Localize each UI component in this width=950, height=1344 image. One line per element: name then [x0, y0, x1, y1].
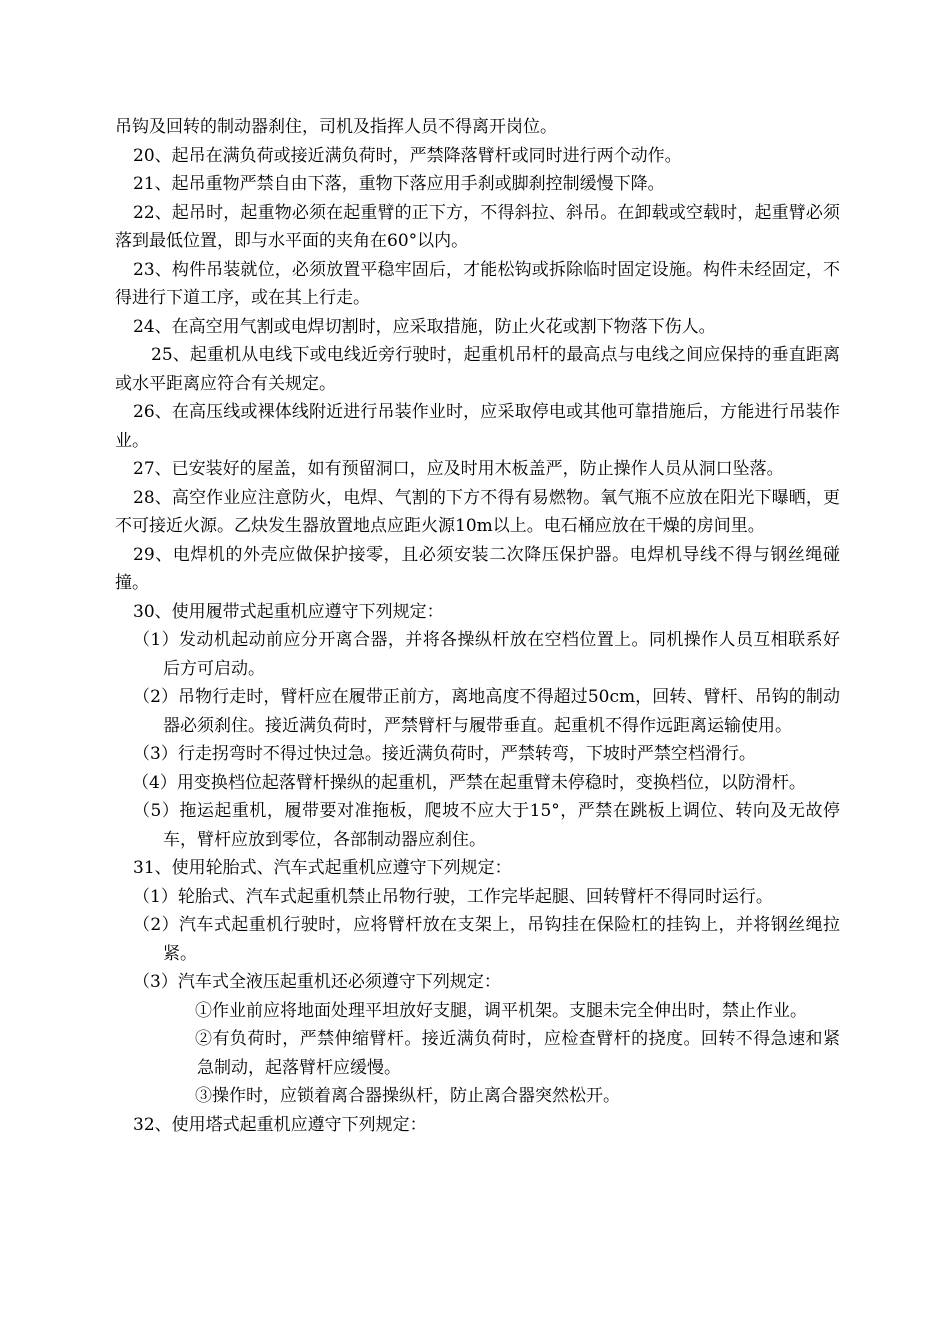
item-31-3-c: ③操作时，应锁着离合器操纵杆，防止离合器突然松开。: [195, 1086, 620, 1106]
paragraph-continued: 吊钩及回转的制动器刹住，司机及指挥人员不得离开岗位。: [115, 117, 557, 137]
paragraph-22: 22、起吊时，起重物必须在起重臂的正下方，不得斜拉、斜吊。在卸载或空载时，起重臂必须落到最低位置，即与水平面的夹角在60°以内。: [115, 202, 840, 251]
paragraph-32: 32、使用塔式起重机应遵守下列规定：: [133, 1114, 427, 1135]
paragraph-25: 25、起重机从电线下或电线近旁行驶时，起重机吊杆的最高点与电线之间应保持的垂直距离或水平距离应符合有关规定。: [115, 345, 840, 394]
paragraph-30: 30、使用履带式起重机应遵守下列规定：: [133, 601, 444, 622]
item-31-3-b: ②有负荷时，严禁伸缩臂杆。接近满负荷时，应检查臂杆的挠度。回转不得急速和紧急制动，起落臂杆应缓慢。: [195, 1029, 840, 1078]
item-30-3: （3）行走拐弯时不得过快过急。接近满负荷时，严禁转弯，下坡时严禁空档滑行。: [133, 744, 756, 764]
paragraph-24: 24、在高空用气割或电焊切割时，应采取措施，防止火花或割下物落下伤人。: [133, 316, 716, 337]
item-30-4: （4）用变换档位起落臂杆操纵的起重机，严禁在起重臂未停稳时，变换档位，以防滑杆。: [132, 772, 806, 793]
paragraph-29: 29、电焊机的外壳应做保护接零，且必须安装二次降压保护器。电焊机导线不得与钢丝绳碰撞。: [115, 544, 840, 593]
paragraph-31: 31、使用轮胎式、汽车式起重机应遵守下列规定：: [133, 858, 512, 878]
paragraph-28: 28、高空作业应注意防火，电焊、气割的下方不得有易燃物。氧气瓶不应放在阳光下曝晒，更不可接近火源。乙炔发生器放置地点应距火源10m以上。电石桶应放在干燥的房间里。: [115, 487, 840, 536]
item-31-3-a: ①作业前应将地面处理平坦放好支腿，调平机架。支腿未完全伸出时，禁止作业。: [195, 1000, 807, 1021]
item-31-1: （1）轮胎式、汽车式起重机禁止吊物行驶，工作完毕起腿、回转臂杆不得同时运行。: [133, 886, 773, 907]
paragraph-26: 26、在高压线或裸体线附近进行吊装作业时，应采取停电或其他可靠措施后，方能进行吊装作业。: [115, 402, 840, 451]
document-body: [115, 113, 840, 1139]
item-30-2: （2）吊物行走时，臂杆应在履带正前方，离地高度不得超过50cm，回转、臂杆、吊钩的制动器必须刹住。接近满负荷时，严禁臂杆与履带垂直。起重机不得作远距离运输使用。: [133, 687, 840, 736]
paragraph-23: 23、构件吊装就位，必须放置平稳牢固后，才能松钩或拆除临时固定设施。构件未经固定，不得进行下道工序，或在其上行走。: [115, 259, 840, 308]
paragraph-27: 27、已安装好的屋盖，如有预留洞口，应及时用木板盖严，防止操作人员从洞口坠落。: [133, 459, 784, 479]
paragraph-20: 20、起吊在满负荷或接近满负荷时，严禁降落臂杆或同时进行两个动作。: [133, 145, 682, 166]
item-30-1: （1）发动机起动前应分开离合器，并将各操纵杆放在空档位置上。同机操作人员互相联系好后方可启动。: [133, 630, 840, 679]
paragraph-21: 21、起吊重物严禁自由下落，重物下落应用手刹或脚刹控制缓慢下降。: [133, 174, 665, 194]
item-31-3: （3）汽车式全液压起重机还必须遵守下列规定：: [133, 972, 501, 992]
item-30-5: （5）拖运起重机，履带要对准拖板，爬坡不应大于15°，严禁在跳板上调位、转向及无故停车，臂杆应放到零位，各部制动器应刹住。: [133, 801, 840, 850]
item-31-2: （2）汽车式起重机行驶时，应将臂杆放在支架上，吊钩挂在保险杠的挂钩上，并将钢丝绳拉紧。: [133, 915, 840, 964]
